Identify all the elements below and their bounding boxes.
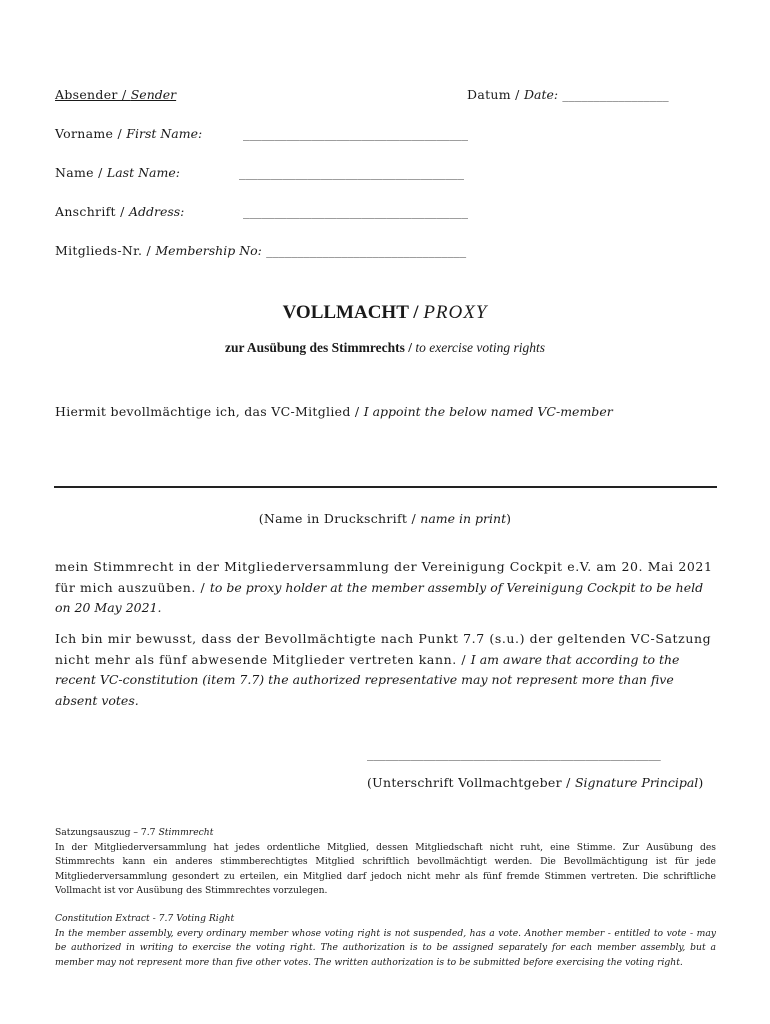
membership-label-en: Membership No: — [155, 243, 262, 258]
membership-label: Mitglieds-Nr. / — [55, 243, 156, 258]
membership-line[interactable]: ________________________________ — [266, 243, 467, 258]
signature-caption: (Unterschrift Vollmachtgeber / Signature Principal) — [367, 775, 704, 790]
address-line[interactable]: ____________________________________ — [243, 204, 468, 219]
page-title: VOLLMACHT / PROXY — [282, 302, 488, 323]
last-name-line[interactable]: ____________________________________ — [239, 165, 464, 180]
name-print-line[interactable] — [54, 486, 717, 488]
signature-line[interactable]: _______________________________________________ — [367, 746, 661, 761]
proxy-paragraph: mein Stimmrecht in der Mitgliederversammlung der Vereinigung Cockpit e.V. am 20. Mai 2021 für mich auszuüben. / to be proxy holder at the member assembly of Vereinigung Cockpit to be held on 20 May 2021. — [55, 559, 713, 615]
extract-en-body: In the member assembly, every ordinary member whose voting right is not suspended, has a vote. Another member - entitled to vote - may be authorized in writing to exercise the voting right. The authorization is to be assigned separately for each member assembly, but a member may not represent more than five other votes. The written authorization is to be submitted before exercising the voting right. — [55, 927, 716, 968]
date-label-en: Date: — [523, 87, 559, 102]
appoint-statement: Hiermit bevollmächtige ich, das VC-Mitglied / I appoint the below named VC-member — [55, 404, 613, 419]
awareness-paragraph: Ich bin mir bewusst, dass der Bevollmächtigte nach Punkt 7.7 (s.u.) der geltenden VC-Satzung nicht mehr als fünf abwesende Mitglieder vertreten kann. / I am aware that according to the recent VC-constitution (item 7.7) the authorized representative may not represent more than five absent votes. — [55, 631, 712, 708]
name-print-caption: (Name in Druckschrift / name in print) — [258, 511, 512, 526]
last-name-label: Name / Last Name: — [55, 165, 180, 180]
extract-de-heading: Satzungsauszug – 7.7 Stimmrecht — [55, 827, 214, 838]
first-name-line[interactable]: ____________________________________ — [243, 126, 468, 141]
extract-en-heading: Constitution Extract - 7.7 Voting Right — [55, 913, 235, 924]
constitution-extract-de — [55, 826, 716, 899]
page-subtitle: zur Ausübung des Stimmrechts / to exercise voting rights — [224, 340, 546, 355]
date-label: Datum / — [467, 87, 524, 102]
first-name-label: Vorname / First Name: — [55, 126, 203, 141]
membership-field[interactable] — [55, 243, 466, 258]
date-line[interactable]: _________________ — [562, 87, 669, 102]
extract-de-body: In der Mitgliederversammlung hat jedes ordentliche Mitglied, dessen Mitgliedschaft nicht ruht, eine Stimme. Zur Ausübung des Stimmrechts kann ein anderes stimmberechtigtes Mitglied schriftlich bevollmächtigt werden. Die Bevollmächtigung ist für jede Mitgliederversammlung gesondert zu erteilen, ein Mitglied darf jedoch nicht mehr als fünf fremde Stimmen vertreten. Die schriftliche Vollmacht ist vor Ausübung des Stimmrechtes vorzulegen. — [55, 841, 716, 896]
sender-label: Absender / Sender — [55, 87, 177, 102]
constitution-extract-en — [55, 912, 716, 970]
date-field[interactable] — [467, 87, 669, 102]
address-label: Anschrift / Address: — [55, 204, 185, 219]
